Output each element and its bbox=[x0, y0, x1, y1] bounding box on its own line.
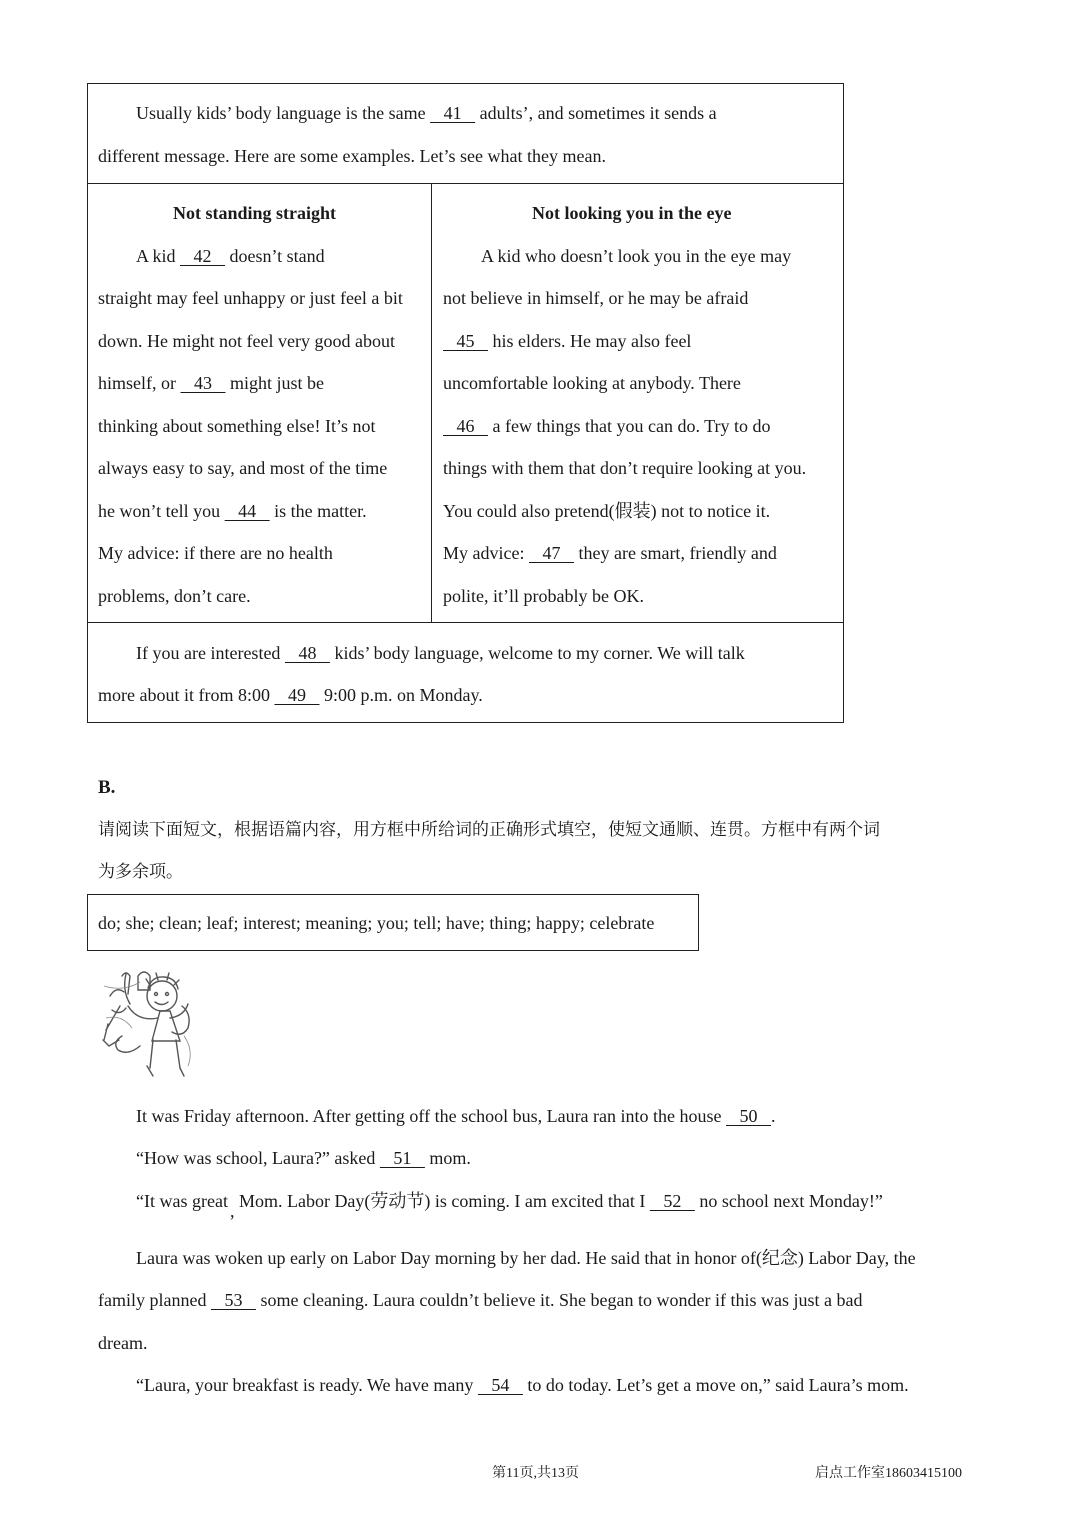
left-line-2: straight may feel unhappy or just feel a bit bbox=[98, 288, 403, 308]
story-line-54: “Laura, your breakfast is ready. We have many 54 to do today. Let’s get a move on,” said Laura’s mom. bbox=[136, 1375, 909, 1395]
intro-line-1: Usually kids’ body language is the same 41 adults’, and sometimes it sends a bbox=[136, 103, 717, 123]
left-line-5: thinking about something else! It’s not bbox=[98, 416, 376, 436]
intro-line-2: different message. Here are some examples. Let’s see what they mean. bbox=[98, 146, 606, 166]
blank-43[interactable]: 43 bbox=[180, 373, 226, 393]
blank-46[interactable]: 46 bbox=[443, 416, 488, 436]
story-line-52: “It was great , Mom. Labor Day(劳动节) is coming. I am excited that I 52 no school next Monday!” bbox=[136, 1191, 883, 1221]
left-line-7: he won’t tell you 44 is the matter. bbox=[98, 501, 367, 521]
left-line-4: himself, or 43 might just be bbox=[98, 373, 324, 393]
left-line-3: down. He might not feel very good about bbox=[98, 331, 395, 351]
left-heading: Not standing straight bbox=[173, 203, 337, 223]
right-line-8: My advice: 47 they are smart, friendly and bbox=[443, 543, 777, 563]
girl-cleaning-illustration bbox=[100, 966, 200, 1081]
passage-table bbox=[87, 83, 844, 723]
page-number: 第11页,共13页 bbox=[492, 1466, 579, 1481]
story-line-dream: dream. bbox=[98, 1333, 148, 1353]
right-line-9: polite, it’ll probably be OK. bbox=[443, 586, 644, 606]
word-box-text: do; she; clean; leaf; interest; meaning; you; tell; have; thing; happy; celebrate bbox=[98, 913, 655, 933]
blank-50[interactable]: 50 bbox=[726, 1106, 772, 1126]
right-line-7: You could also pretend(假装) not to notice it. bbox=[443, 501, 771, 521]
story-line-51: “How was school, Laura?” asked 51 mom. bbox=[136, 1148, 471, 1168]
right-heading: Not looking you in the eye bbox=[532, 203, 732, 223]
blank-45[interactable]: 45 bbox=[443, 331, 488, 351]
blank-53[interactable]: 53 bbox=[210, 1290, 256, 1310]
right-line-3: 45 his elders. He may also feel bbox=[443, 331, 692, 351]
table-column-divider bbox=[431, 183, 432, 623]
blank-54[interactable]: 54 bbox=[477, 1375, 523, 1395]
studio-contact: 启点工作室18603415100 bbox=[815, 1466, 962, 1481]
blank-44[interactable]: 44 bbox=[224, 501, 270, 521]
story-line-50: It was Friday afternoon. After getting off the school bus, Laura ran into the house 50 . bbox=[136, 1106, 776, 1126]
blank-52[interactable]: 52 bbox=[649, 1191, 695, 1211]
blank-48[interactable]: 48 bbox=[284, 643, 330, 663]
section-b-label: B. bbox=[98, 777, 116, 798]
right-line-5: 46 a few things that you can do. Try to do bbox=[443, 416, 771, 436]
blank-47[interactable]: 47 bbox=[528, 543, 574, 563]
right-line-1: A kid who doesn’t look you in the eye may bbox=[481, 246, 792, 266]
table-divider-top bbox=[87, 183, 844, 184]
blank-41[interactable]: 41 bbox=[430, 103, 476, 123]
story-line-53: family planned 53 some cleaning. Laura couldn’t believe it. She began to wonder if this was just a bad bbox=[98, 1290, 863, 1310]
story-line-honor: Laura was woken up early on Labor Day morning by her dad. He said that in honor of(纪念) Labor Day, the bbox=[136, 1248, 916, 1268]
left-line-9: problems, don’t care. bbox=[98, 586, 251, 606]
blank-49[interactable]: 49 bbox=[274, 685, 320, 705]
right-line-2: not believe in himself, or he may be afraid bbox=[443, 288, 749, 308]
outro-line-1: If you are interested 48 kids’ body language, welcome to my corner. We will talk bbox=[136, 643, 745, 663]
section-b-instruction-2: 为多余项。 bbox=[98, 862, 183, 882]
blank-51[interactable]: 51 bbox=[379, 1148, 425, 1168]
table-divider-bottom bbox=[87, 622, 844, 623]
section-b-instruction-1: 请阅读下面短文，根据语篇内容，用方框中所给词的正确形式填空，使短文通顺、连贯。方框中有两个词 bbox=[98, 820, 880, 840]
left-line-8: My advice: if there are no health bbox=[98, 543, 333, 563]
right-line-6: things with them that don’t require looking at you. bbox=[443, 458, 807, 478]
left-line-1: A kid 42 doesn’t stand bbox=[136, 246, 325, 266]
left-line-6: always easy to say, and most of the time bbox=[98, 458, 388, 478]
outro-line-2: more about it from 8:00 49 9:00 p.m. on Monday. bbox=[98, 685, 483, 705]
blank-42[interactable]: 42 bbox=[180, 246, 226, 266]
right-line-4: uncomfortable looking at anybody. There bbox=[443, 373, 741, 393]
